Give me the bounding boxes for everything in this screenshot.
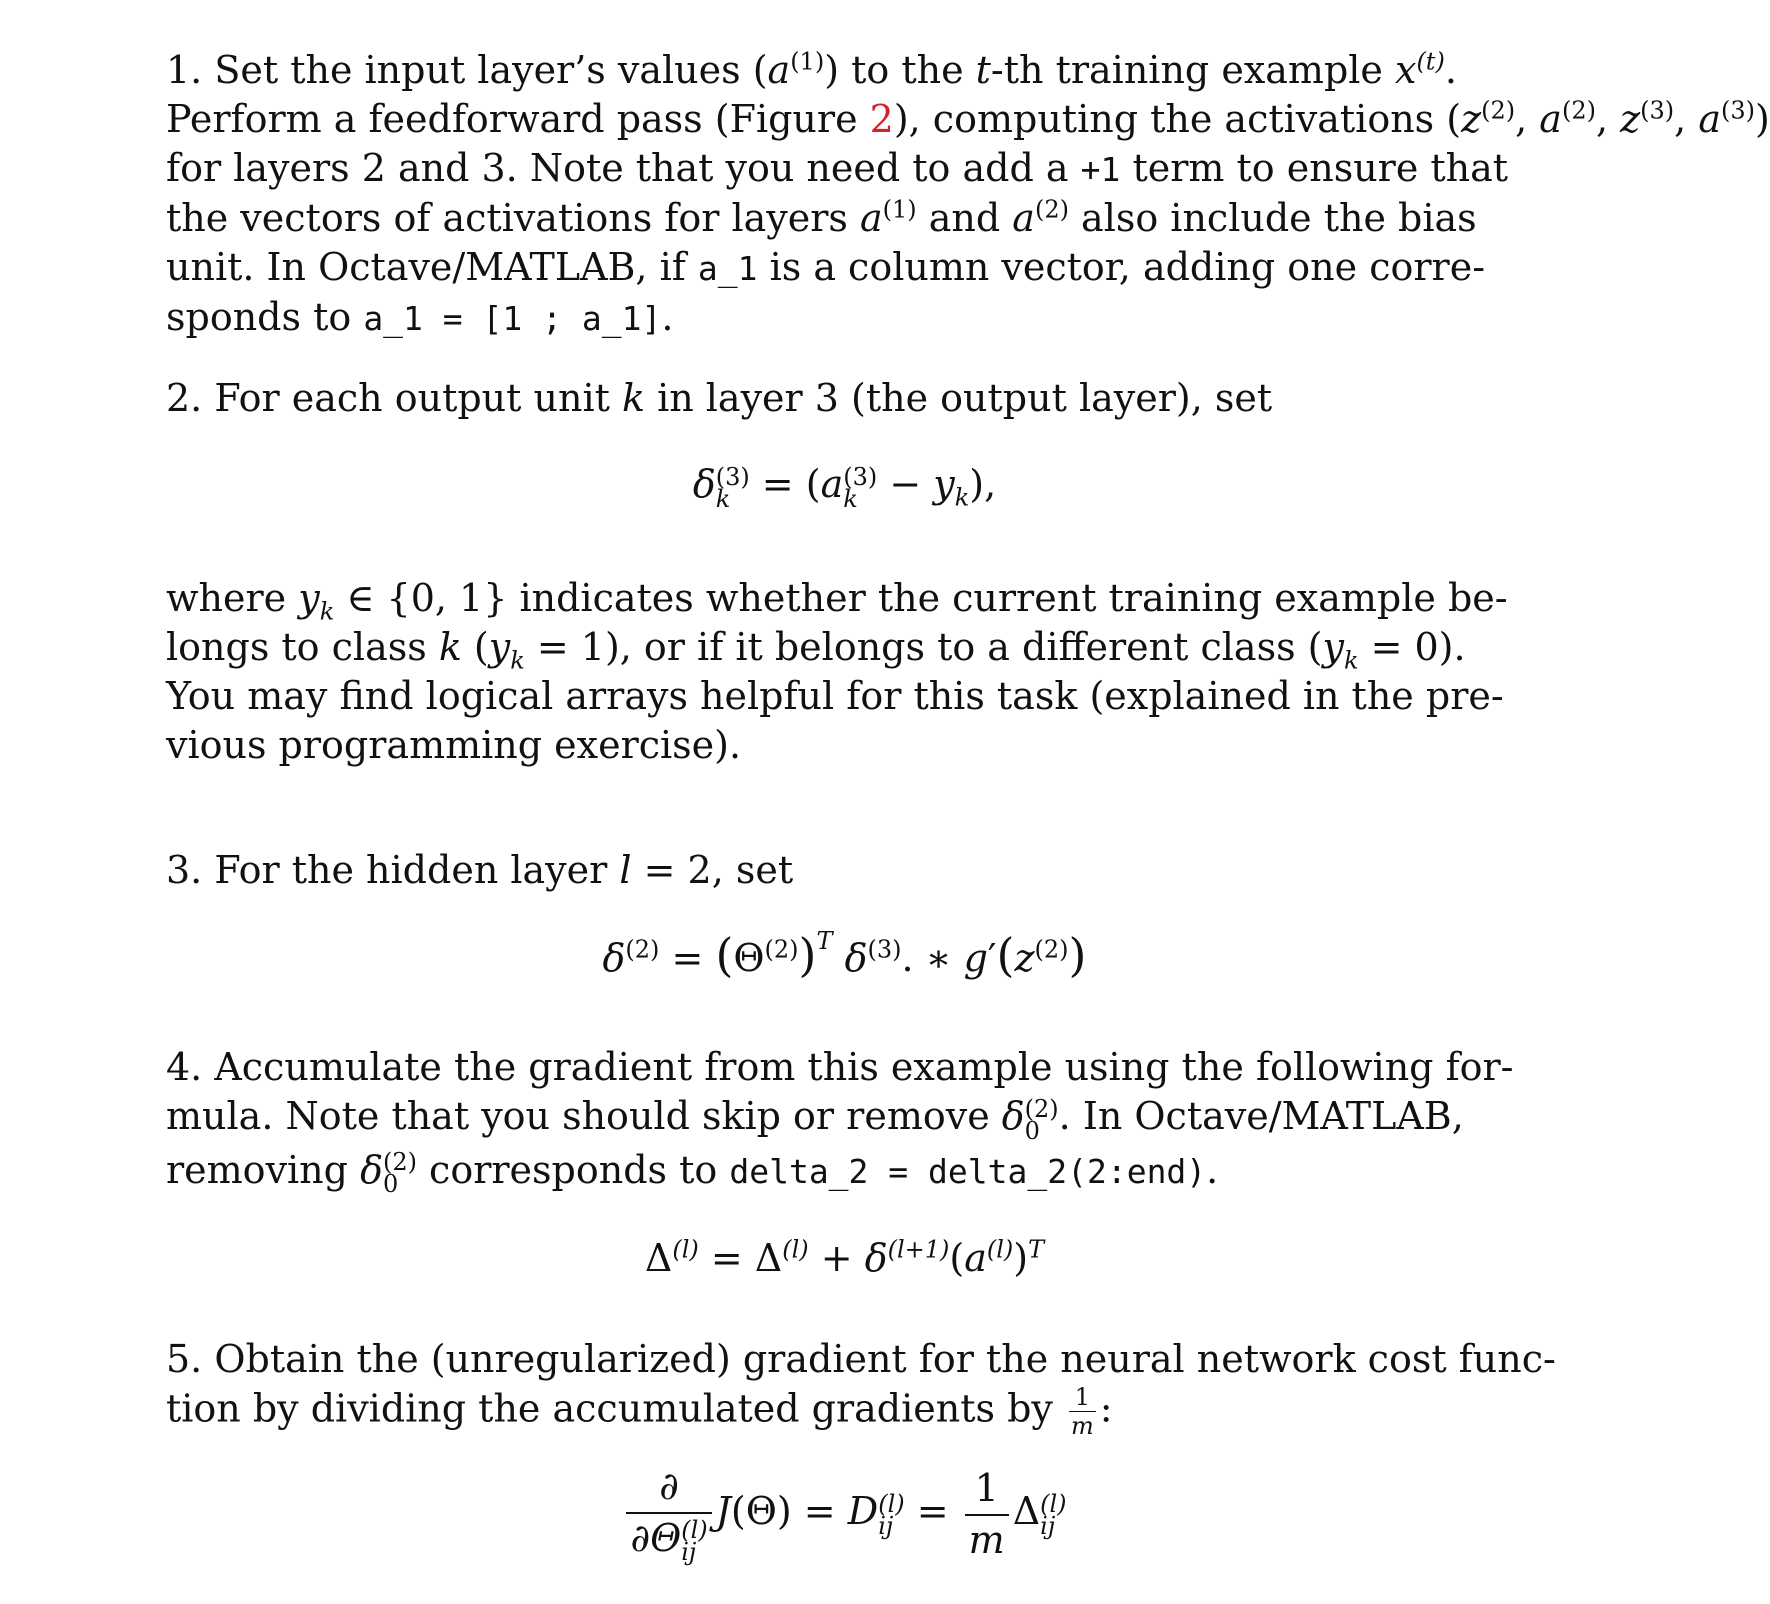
step-5-text: 5. Obtain the (unregularized) gradient for the neural network cost func- tion by dividing the accumulated gradients by $\frac{1}{m}$ :: [166, 1337, 1556, 1441]
step-1-line-1: 1. Set the input layer’s values $(a^{(1)})$ to the t-th training example $x^{(t)}$.: [166, 47, 1457, 92]
one-over-m: $\frac{1}{m}$: [965, 1468, 1009, 1562]
step-1-line-3: for layers 2 and 3. Note that you need to add a +1 term to ensure that: [166, 146, 1509, 190]
equation-Delta-accumulate: $\Delta^{(l)} = \Delta^{(l)} + \delta^{(l+1)}(a^{(l)})^T$: [644, 1235, 1045, 1280]
step-1-line-6: sponds to a_1 = [1 ; a_1].: [166, 295, 674, 339]
partial-derivative-fraction: ∂ ∂Θ (l) ij: [626, 1466, 711, 1563]
figure-2-link[interactable]: 2: [869, 97, 894, 141]
step-1-cont: [166, 144, 1509, 343]
step-1: [166, 46, 1770, 144]
step-4-text: 4. Accumulate the gradient from this example using the following for- mula. Note that you should skip or remove δ (2) 0 . In Octave/MATLAB, removing δ (2) 0 corresponds to delta_2 = delta_2(2:end).: [166, 1045, 1514, 1198]
equation-delta-3: δ (3) k = (a (3) k − $y_k$),: [692, 462, 997, 513]
equation-gradient: ∂ ∂Θ (l) ij J(Θ) = D (l) ij = $\frac{1}{m}$ Δ (l) ij: [0, 1466, 1689, 1563]
step-1-line-5: unit. In Octave/MATLAB, if a_1 is a column vector, adding one corre-: [166, 245, 1486, 289]
step-1-line-2: Perform a feedforward pass (Figure 2), computing the activations ($z^{(2)}$, $a^{(2)}$, $z^{(3)}$, $a^{(3)}$): [166, 96, 1770, 141]
step-1-line-4: the vectors of activations for layers $a^{(1)}$ and $a^{(2)}$ also include the bias: [166, 195, 1477, 240]
one-over-m-fraction: $\frac{1}{m}$: [1070, 1383, 1094, 1441]
step-2-text: where $y_k$ ∈ {0, 1} indicates whether the current training example be- longs to class k $(y_k = 1)$, or if it belongs to a different class $(y_k = 0)$. You may find logical arrays helpful for this task (explained in the pre- vious programming exercise).: [166, 576, 1508, 767]
equation-delta-2: $\delta^{(2)} = (\Theta^{(2)})^T$ $\delta^{(3)}$. ∗ $g'(z^{(2)})$: [602, 927, 1087, 982]
step-3-intro: 3. For the hidden layer l = 2, set: [166, 848, 794, 892]
step-2-intro: 2. For each output unit k in layer 3 (the output layer), set: [166, 376, 1273, 420]
